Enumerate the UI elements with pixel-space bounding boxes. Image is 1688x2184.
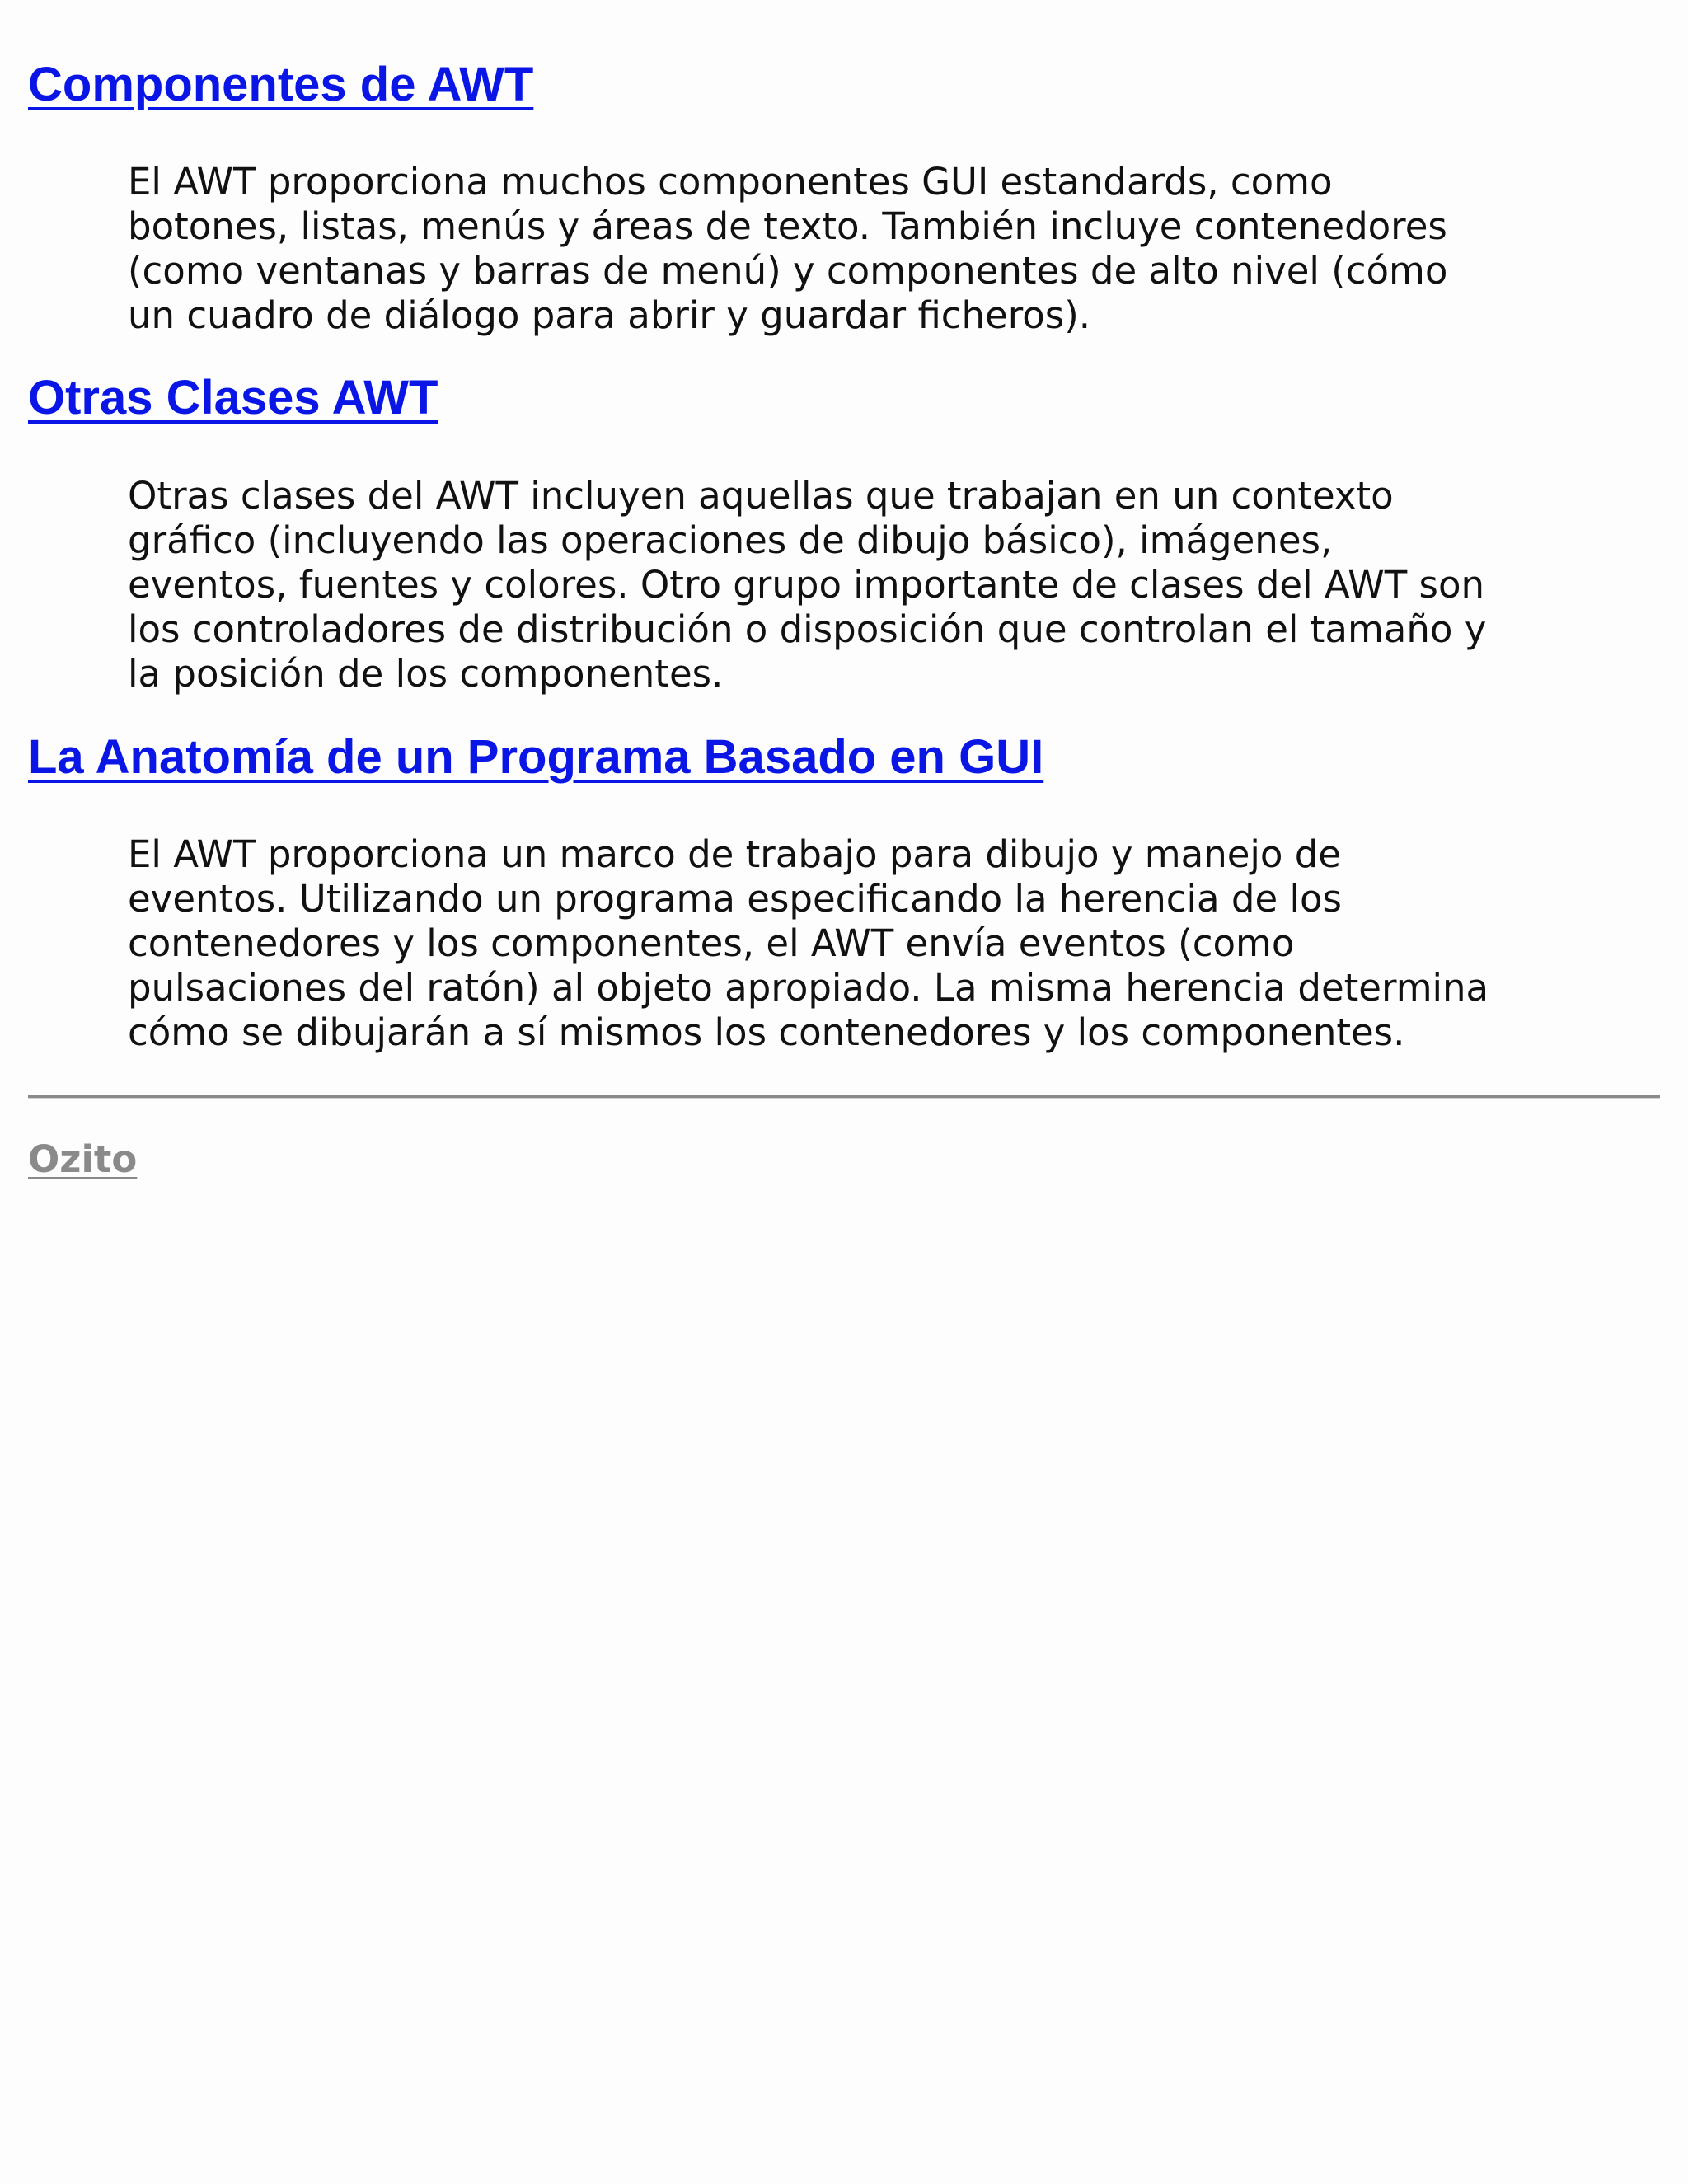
footer-ozito-link[interactable]: Ozito: [28, 1137, 138, 1181]
section-paragraph-otras-clases: Otras clases del AWT incluyen aquellas que trabajan en un contexto gráfico (incluyendo las operaciones de dibujo básico), imágenes, eventos, fuentes y colores. Otro grupo importante de clases del AWT son los controladores de distribución o disposición que controlan el tamaño y la posición de los componentes.: [128, 474, 1487, 696]
section-heading-link-anatomia[interactable]: La Anatomía de un Programa Basado en GUI: [28, 730, 1044, 784]
section-paragraph-anatomia: El AWT proporciona un marco de trabajo para dibujo y manejo de eventos. Utilizando un programa especificando la herencia de los contenedores y los componentes, el AWT envía eventos (como pulsaciones del ratón) al objeto apropiado. La misma herencia determina cómo se dibujarán a sí mismos los contenedores y los componentes.: [128, 832, 1489, 1054]
section-heading-link-componentes[interactable]: Componentes de AWT: [28, 58, 534, 111]
horizontal-divider: [28, 1095, 1660, 1099]
section-heading-link-otras-clases[interactable]: Otras Clases AWT: [28, 371, 438, 424]
section-paragraph-componentes: El AWT proporciona muchos componentes GUI estandards, como botones, listas, menús y áreas de texto. También incluye contenedores (como ventanas y barras de menú) y componentes de alto nivel (cómo un cuadro de diálogo para abrir y guardar ficheros).: [128, 160, 1448, 337]
